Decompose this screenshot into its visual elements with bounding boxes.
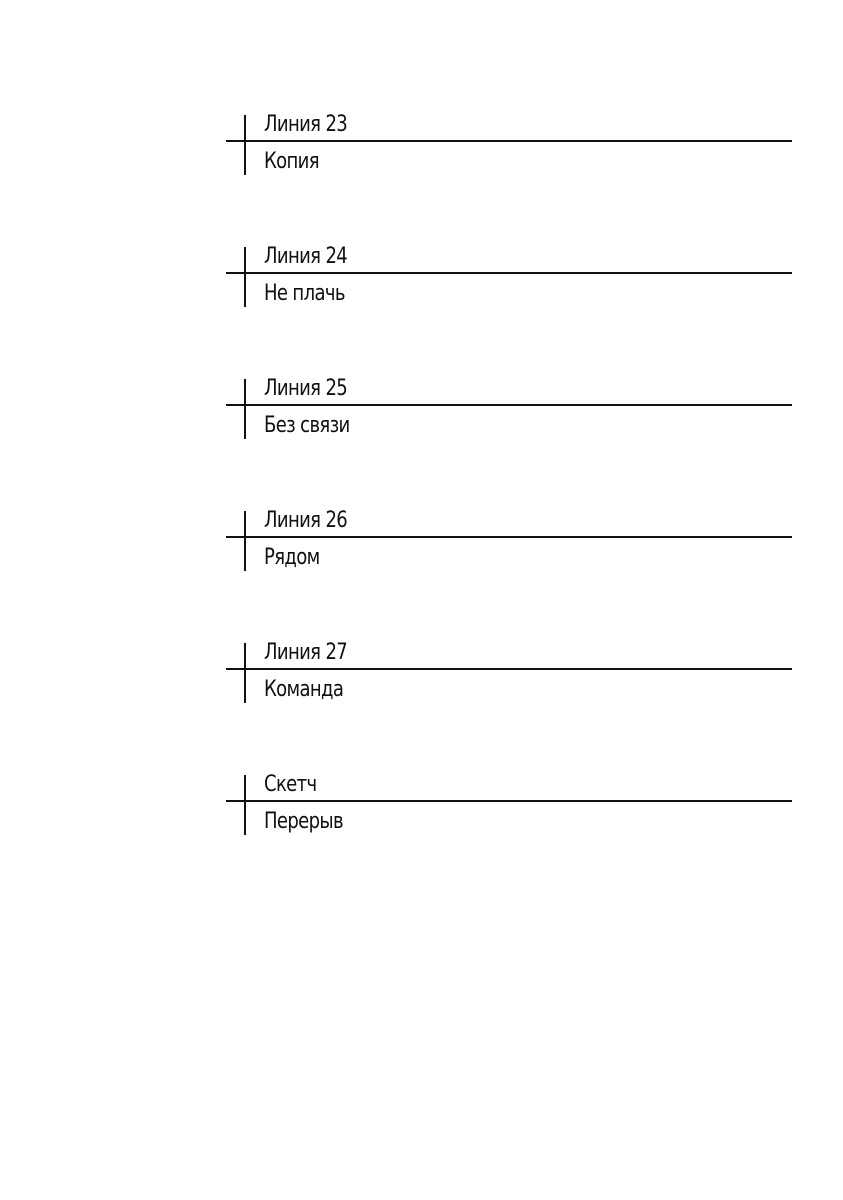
vertical-divider <box>244 115 246 175</box>
entry-label: Линия 25 <box>264 376 348 401</box>
horizontal-rule <box>226 536 792 538</box>
toc-entry <box>0 244 843 307</box>
entry-label: Линия 27 <box>264 640 348 665</box>
entry-label: Линия 24 <box>264 244 348 269</box>
entry-title: Без связи <box>264 413 350 438</box>
toc-entry <box>0 508 843 571</box>
entry-title: Копия <box>264 149 319 174</box>
entry-title: Не плачь <box>264 281 345 306</box>
horizontal-rule <box>226 272 792 274</box>
entry-label: Линия 23 <box>264 112 348 137</box>
toc-entry <box>0 112 843 175</box>
vertical-divider <box>244 775 246 835</box>
entry-label: Скетч <box>264 772 317 797</box>
entry-title: Рядом <box>264 545 320 570</box>
vertical-divider <box>244 379 246 439</box>
entry-title: Команда <box>264 677 344 702</box>
entry-title: Перерыв <box>264 809 343 834</box>
toc-entry <box>0 772 843 835</box>
vertical-divider <box>244 643 246 703</box>
horizontal-rule <box>226 404 792 406</box>
vertical-divider <box>244 511 246 571</box>
horizontal-rule <box>226 800 792 802</box>
toc-entry <box>0 376 843 439</box>
toc-entry <box>0 640 843 703</box>
entry-label: Линия 26 <box>264 508 348 533</box>
horizontal-rule <box>226 668 792 670</box>
horizontal-rule <box>226 140 792 142</box>
vertical-divider <box>244 247 246 307</box>
